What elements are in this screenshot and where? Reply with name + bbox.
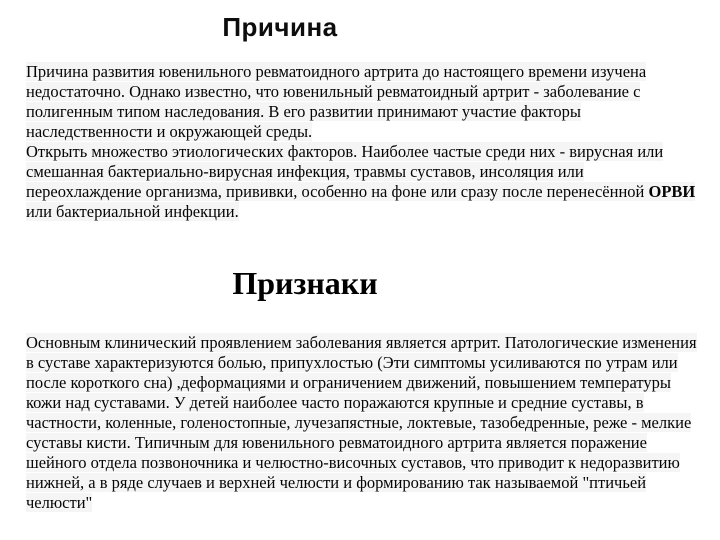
emphasized-term: ОРВИ <box>648 182 696 201</box>
text-line: челюсти" <box>26 493 93 512</box>
text-line: суставы кисти. Типичным для ювенильного ревматоидного артрита является поражение <box>26 433 647 452</box>
text-line: частности, коленные, голеностопные, лучезапястные, локтевые, тазобедренные, реже - мелкие <box>26 413 692 432</box>
text-line: полигенным типом наследования. В его развитии принимают участие факторы <box>26 102 581 121</box>
text-line: наследственности и окружающей среды. <box>26 122 313 141</box>
text-line: Причина развития ювенильного ревматоидного артрита до настоящего времени изучена <box>26 62 647 81</box>
signs-paragraph <box>26 333 697 513</box>
text-line: нижней, а в ряде случаев и верхней челюсти и формированию так называемой "птичьей <box>26 473 647 492</box>
text-line: недостаточно. Однако известно, что ювенильный ревматоидный артрит - заболевание с <box>26 82 641 101</box>
text-line: переохлаждение организма, прививки, особенно на фоне или сразу после перенесённой ОРВИ <box>26 182 696 201</box>
text-line: кожи над суставами. У детей наиболее часто поражаются крупные и средние суставы, в <box>26 393 644 412</box>
text-line: в суставе характеризуются болью, припухлостью (Эти симптомы усиливаются по утрам или <box>26 353 678 372</box>
text-line: Основным клинический проявлением заболевания является артрит. Патологические изменения <box>26 333 697 352</box>
text-line: шейного отдела позвоночника и челюстно-височных суставов, что приводит к недоразвитию <box>26 453 680 472</box>
section-title-signs: Признаки <box>232 265 378 301</box>
cause-paragraph <box>26 62 694 222</box>
text-line: Открыть множество этиологических факторов. Наиболее частые среди них - вирусная или <box>26 142 664 161</box>
text-line: после короткого сна) ,деформациями и ограничением движений, повышением температуры <box>26 373 671 392</box>
text-line: смешанная бактериально-вирусная инфекция, травмы суставов, инсоляция или <box>26 162 584 181</box>
section-title-cause: Причина <box>222 12 338 42</box>
text-line: или бактериальной инфекции. <box>26 202 239 221</box>
